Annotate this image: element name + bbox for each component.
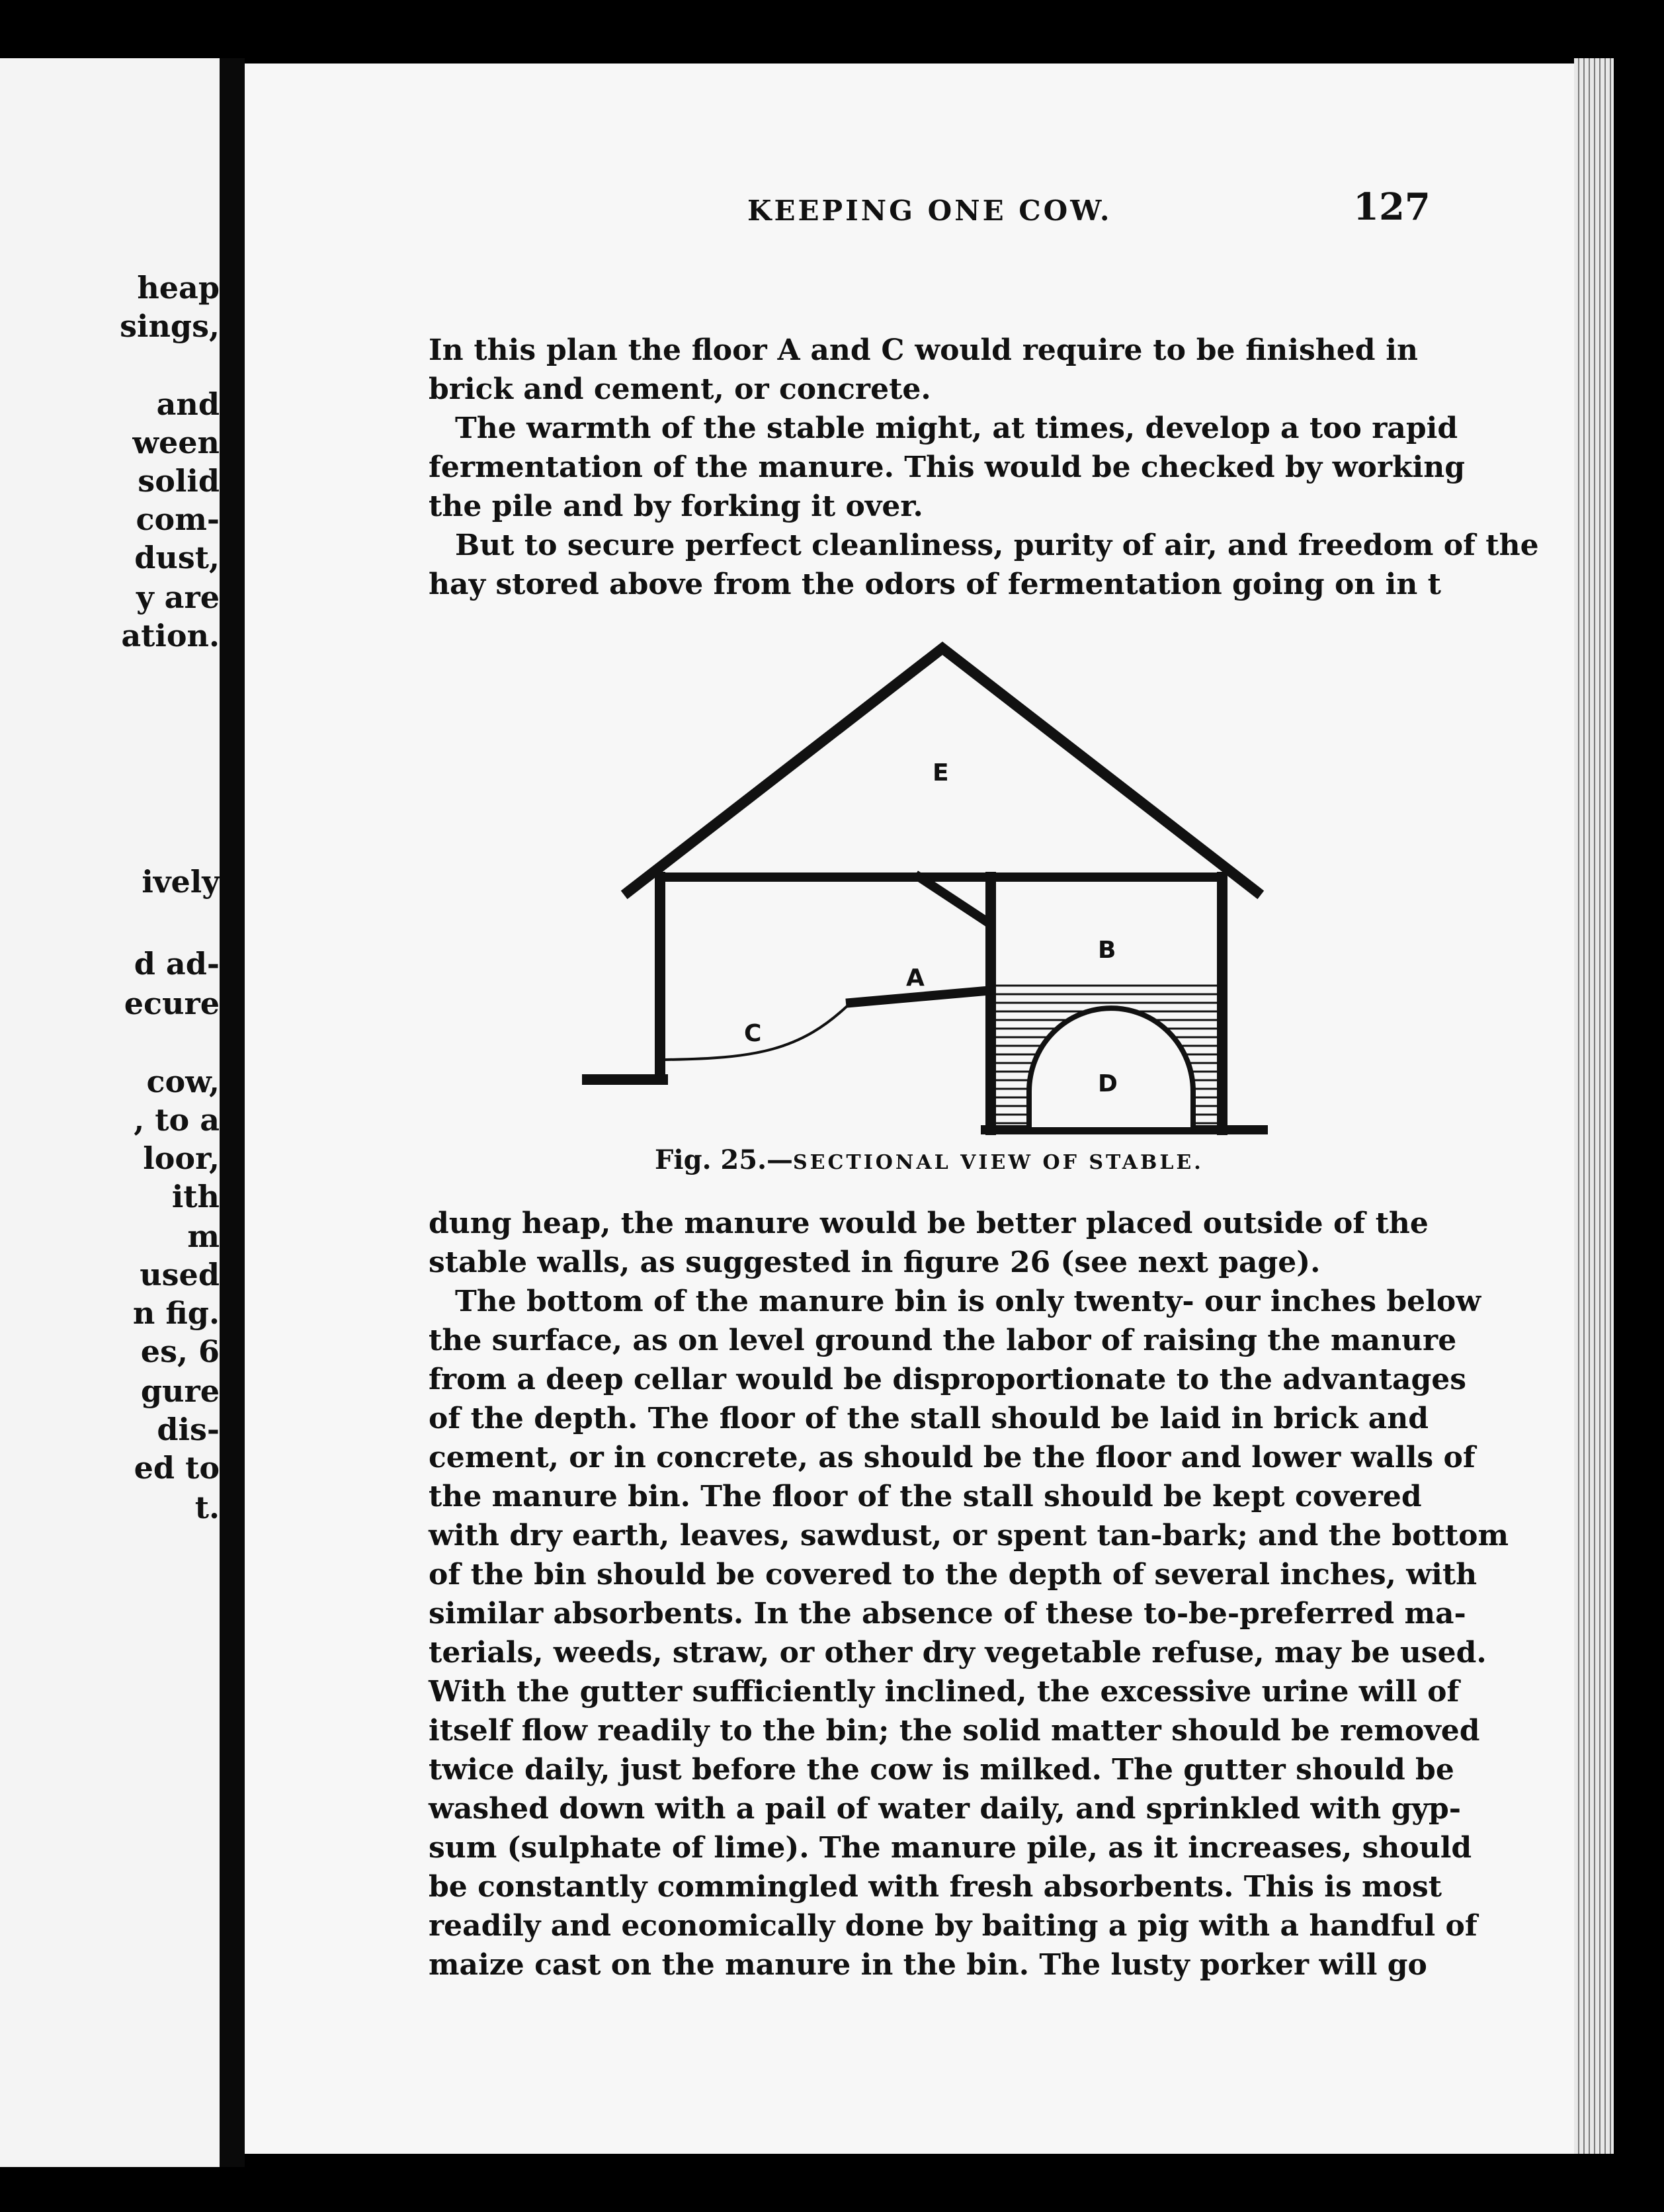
cellar-arch-d: [1029, 1008, 1193, 1127]
left-page-line: gure: [140, 1373, 220, 1409]
left-page-text: [0, 58, 220, 2167]
text-line: terials, weeds, straw, or other dry vegetable refuse, may be used.: [429, 1636, 1487, 1670]
text-line: stable walls, as suggested in figure 26 (see next page).: [429, 1246, 1321, 1279]
text-line: cement, or in concrete, as should be the floor and lower walls of: [429, 1441, 1476, 1474]
left-page-line: d ad-: [134, 946, 220, 982]
text-line: be constantly commingled with fresh absorbents. This is most: [429, 1870, 1442, 1904]
text-line: hay stored above from the odors of fermentation going on in t: [429, 568, 1441, 601]
left-page-line: sings,: [120, 308, 220, 344]
text-line: itself flow readily to the bin; the solid matter should be removed: [429, 1714, 1480, 1748]
body-text-top: [429, 331, 1539, 604]
left-page-line: loor,: [143, 1140, 220, 1176]
left-page-line: ed to: [134, 1450, 220, 1486]
label-a: A: [906, 964, 925, 992]
left-page-line: ation.: [121, 618, 220, 654]
text-line: washed down with a pail of water daily, and sprinkled with gyp-: [429, 1792, 1461, 1826]
text-line: of the depth. The floor of the stall should be laid in brick and: [429, 1402, 1429, 1435]
label-d: D: [1098, 1070, 1118, 1097]
left-page-line: ith: [171, 1179, 220, 1214]
text-line: dung heap, the manure would be better placed outside of the: [429, 1207, 1429, 1240]
caption-text: SECTIONAL VIEW OF STABLE.: [793, 1151, 1204, 1174]
left-page-line: dust,: [134, 540, 220, 575]
text-line: fermentation of the manure. This would be checked by working: [429, 450, 1466, 484]
label-e: E: [933, 759, 949, 787]
label-c: C: [744, 1020, 762, 1047]
page-number: 127: [1353, 185, 1431, 229]
left-page-line: es, 6: [140, 1334, 220, 1369]
left-page-line: t.: [194, 1490, 220, 1525]
left-page-line: y are: [136, 579, 220, 615]
text-line: the surface, as on level ground the labor of raising the manure: [429, 1324, 1457, 1357]
left-page-line: dis-: [157, 1412, 220, 1447]
left-page-line: com-: [136, 501, 220, 537]
text-line: of the bin should be covered to the depth of several inches, with: [429, 1558, 1477, 1592]
stable-section-diagram: [582, 642, 1270, 1144]
text-line: sum (sulphate of lime). The manure pile, as it increases, should: [429, 1831, 1472, 1865]
text-line: twice daily, just before the cow is milked. The gutter should be: [429, 1753, 1454, 1787]
text-line: The bottom of the manure bin is only twenty- our inches below: [455, 1285, 1481, 1318]
text-line: But to secure perfect cleanliness, purity of air, and freedom of the: [455, 529, 1539, 562]
left-page-line: n fig.: [132, 1295, 220, 1331]
text-line: with dry earth, leaves, sawdust, or spent tan-bark; and the bottom: [429, 1519, 1509, 1553]
text-line: maize cast on the manure in the bin. The lusty porker will go: [429, 1948, 1427, 1982]
left-page-line: m: [187, 1218, 220, 1254]
left-page-line: cow,: [146, 1064, 220, 1099]
text-line: the pile and by forking it over.: [429, 489, 923, 523]
text-line: from a deep cellar would be disproportionate to the advantages: [429, 1363, 1467, 1396]
book-gutter: [220, 58, 245, 2167]
text-line: the manure bin. The floor of the stall should be kept covered: [429, 1480, 1422, 1513]
text-line: readily and economically done by baiting a pig with a handful of: [429, 1909, 1477, 1943]
left-page-line: used: [140, 1257, 220, 1293]
text-line: similar absorbents. In the absence of these to-be-preferred ma-: [429, 1597, 1466, 1631]
stable-figure: [582, 642, 1270, 1144]
running-head: KEEPING ONE COW.: [747, 194, 1112, 227]
floor-a: [851, 991, 985, 1003]
left-page-line: heap: [137, 270, 220, 306]
left-page-line: and: [156, 386, 220, 422]
left-page: [0, 58, 220, 2167]
page-edges: [1574, 58, 1614, 2154]
label-b: B: [1098, 937, 1116, 964]
figure-caption: [655, 1144, 1204, 1175]
brace: [919, 877, 985, 921]
text-line: In this plan the floor A and C would require to be finished in: [429, 333, 1418, 367]
text-line: brick and cement, or concrete.: [429, 372, 931, 406]
page-header: [747, 185, 1431, 229]
left-page-line: solid: [138, 463, 220, 499]
left-page-line: ecure: [124, 986, 220, 1021]
text-line: The warmth of the stable might, at times, develop a too rapid: [455, 411, 1458, 445]
text-line: With the gutter sufficiently inclined, the excessive urine will of: [429, 1675, 1460, 1709]
body-text-bottom: [429, 1204, 1509, 1984]
left-page-line: ively: [142, 864, 220, 900]
left-page-line: ween: [132, 425, 220, 460]
caption-prefix: Fig. 25.—: [655, 1144, 794, 1175]
left-page-line: , to a: [134, 1102, 220, 1138]
